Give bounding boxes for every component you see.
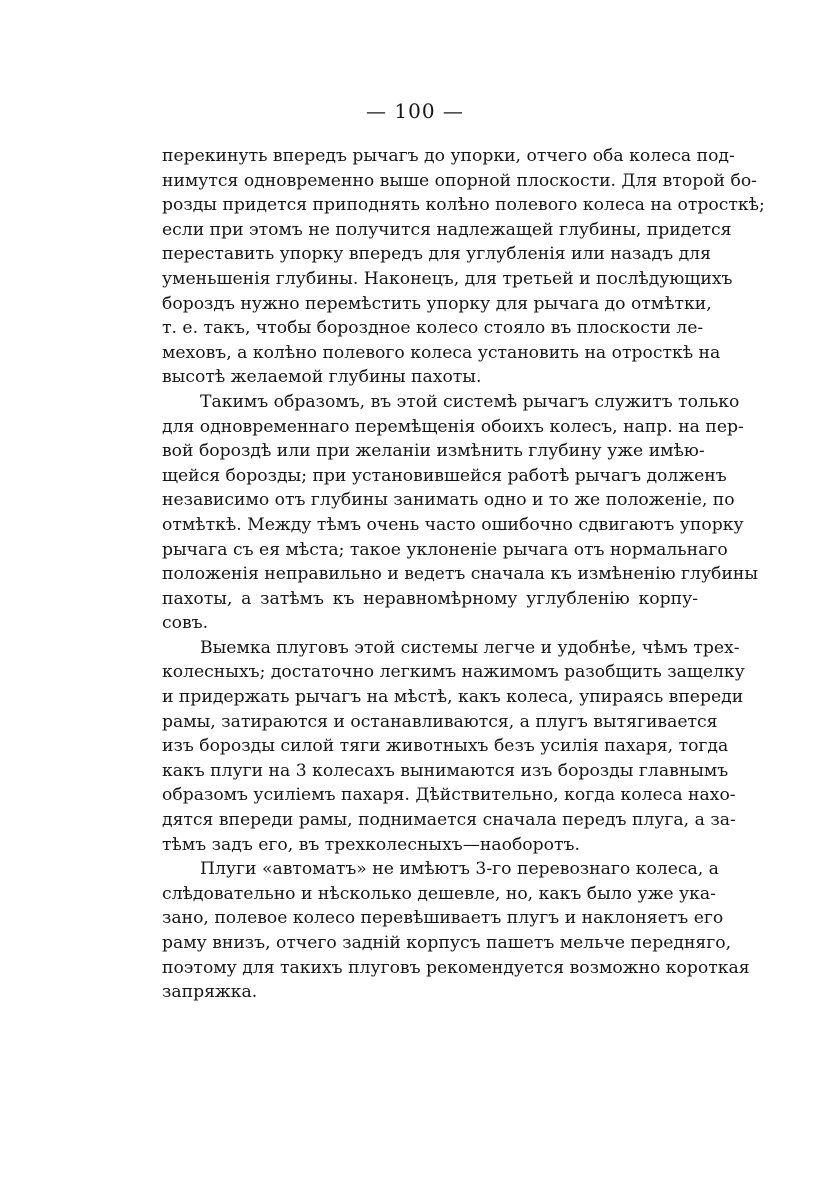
text-line: и придержать рычагъ на мѣстѣ, какъ колеса, упираясь впереди bbox=[162, 687, 744, 708]
page-number: — 100 — bbox=[366, 99, 464, 123]
text-line: нимутся одновременно выше опорной плоскости. Для второй бо- bbox=[162, 170, 757, 191]
text-line: пахоты, а затѣмъ къ неравномѣрному углубленію корпу- bbox=[162, 588, 698, 609]
text-line: тѣмъ задъ его, въ трехколесныхъ—наоборотъ. bbox=[162, 834, 580, 855]
paragraph-2 bbox=[162, 390, 758, 636]
text-line: образомъ усиліемъ пахаря. Дѣйствительно, когда колеса нахо- bbox=[162, 785, 736, 806]
text-line: совъ. bbox=[162, 613, 209, 634]
text-line: зано, полевое колесо перевѣшиваетъ плугъ и наклоняетъ его bbox=[162, 908, 724, 929]
text-line: изъ борозды силой тяги животныхъ безъ усилія пахаря, тогда bbox=[162, 736, 729, 757]
text-line: поэтому для такихъ плуговъ рекомендуется возможно короткая bbox=[162, 957, 750, 978]
text-line: вой бороздѣ или при желаніи измѣнить глубину уже имѣю- bbox=[162, 441, 705, 462]
text-line: для одновременнаго перемѣщенія обоихъ колесъ, напр. на пер- bbox=[162, 416, 744, 437]
text-line: перекинуть впередъ рычагъ до упорки, отчего оба колеса под- bbox=[162, 146, 735, 166]
text-line: переставить упорку впередъ для углубленія или назадъ для bbox=[162, 244, 711, 265]
text-line: щейся борозды; при установившейся работѣ рычагъ долженъ bbox=[162, 465, 727, 486]
text-line: если при этомъ не получится надлежащей глубины, придется bbox=[162, 219, 732, 240]
text-line: т. е. такъ, чтобы бороздное колесо стояло въ плоскости ле- bbox=[162, 318, 704, 339]
text-line: слѣдовательно и нѣсколько дешевле, но, какъ было уже ука- bbox=[162, 883, 716, 904]
text-line: положенія неправильно и ведетъ сначала къ измѣненію глубины bbox=[162, 564, 758, 585]
text-line: уменьшенія глубины. Наконецъ, для третьей и послѣдующихъ bbox=[162, 268, 733, 289]
paragraph-4 bbox=[162, 857, 750, 1005]
text-line: Выемка плуговъ этой системы легче и удобнѣе, чѣмъ трех- bbox=[200, 637, 740, 658]
body-text bbox=[162, 144, 765, 1005]
text-line: дятся впереди рамы, поднимается сначала передъ плуга, а за- bbox=[162, 810, 736, 831]
text-line: колесныхъ; достаточно легкимъ нажимомъ разобщить защелку bbox=[162, 662, 745, 683]
text-line: Такимъ образомъ, въ этой системѣ рычагъ служитъ только bbox=[200, 391, 740, 412]
text-line: раму внизъ, отчего задній корпусъ пашетъ мельче передняго, bbox=[162, 933, 732, 953]
paragraph-3 bbox=[162, 636, 745, 857]
text-line: какъ плуги на 3 колесахъ вынимаются изъ борозды главнымъ bbox=[162, 760, 729, 781]
paragraph-1 bbox=[162, 144, 765, 390]
text-line: высотѣ желаемой глубины пахоты. bbox=[162, 367, 482, 388]
text-line: меховъ, а колѣно полевого колеса установить на отросткѣ на bbox=[162, 342, 721, 363]
text-line: бороздъ нужно перемѣстить упорку для рычага до отмѣтки, bbox=[162, 293, 712, 314]
text-line: Плуги «автоматъ» не имѣютъ 3-го перевознаго колеса, а bbox=[200, 859, 719, 880]
text-line: рычага съ ея мѣста; такое уклоненіе рычага отъ нормальнаго bbox=[162, 539, 728, 560]
text-line: запряжка. bbox=[162, 982, 258, 1003]
text-line: розды придется приподнять колѣно полевого колеса на отросткѣ; bbox=[162, 195, 765, 216]
text-line: рамы, затираются и останавливаются, а плугъ вытягивается bbox=[162, 711, 718, 732]
text-line: отмѣткѣ. Между тѣмъ очень часто ошибочно сдвигаютъ упорку bbox=[162, 514, 744, 535]
text-line: независимо отъ глубины занимать одно и то же положеніе, по bbox=[162, 490, 735, 511]
